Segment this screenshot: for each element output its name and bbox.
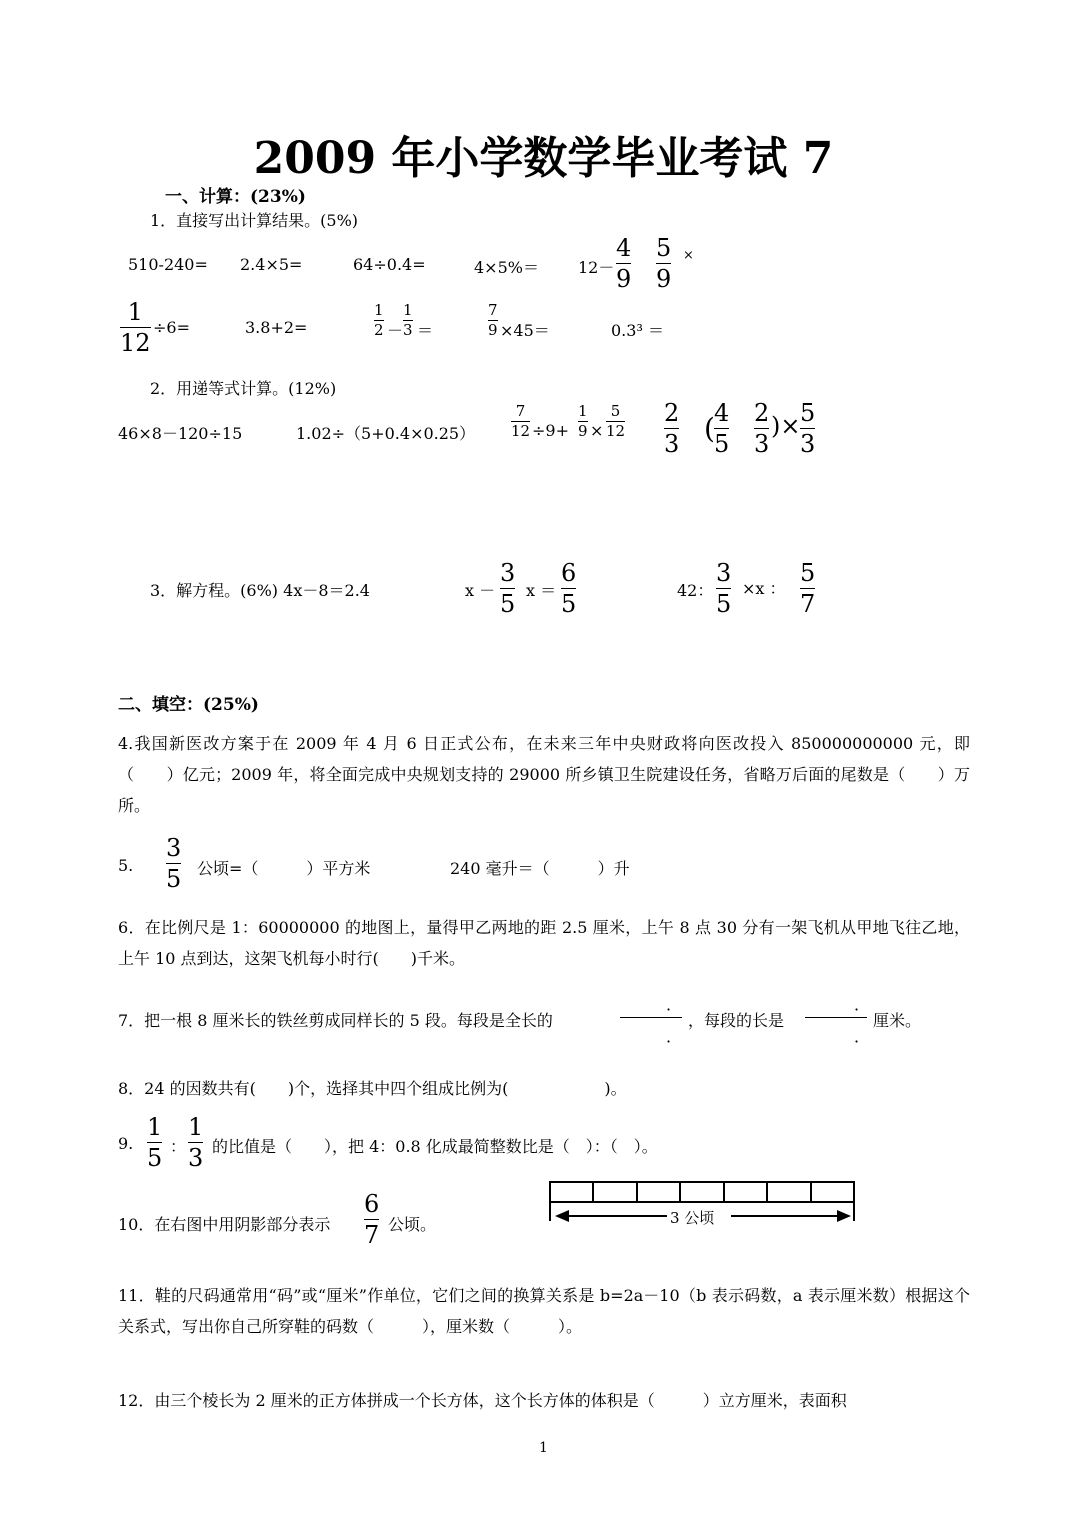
fraction: [714, 401, 729, 456]
denominator: 12: [511, 422, 531, 440]
denominator: 9: [656, 265, 672, 293]
q6-text: 6．在比例尺是 1：60000000 的地图上，量得甲乙两地的距 2.5 厘米，上午 8 点 30 分有一架飞机从甲地飞往乙地，上午 10 点到达，这架飞机每小时行( )千米。: [118, 918, 970, 968]
q7-part-c: 厘米。: [873, 1011, 922, 1030]
q10-ruler-right-edge: [853, 1181, 855, 1221]
numerator: 5: [656, 234, 672, 262]
q2-expr2: 1.02÷（5+0.4×0.25）: [296, 424, 476, 443]
section-1-heading: 一、计算：(23%): [165, 187, 306, 207]
q3-label: 3．解方程。(6%) 4x－8＝2.4: [150, 581, 370, 600]
q1-r2-item4: ×45＝: [500, 321, 550, 340]
numerator: 2: [754, 399, 770, 427]
denominator: 3: [754, 430, 770, 458]
fraction: [716, 561, 731, 616]
q10-ruler-grid: [549, 1181, 855, 1203]
numerator: 1: [578, 402, 588, 420]
fraction: [606, 404, 625, 439]
q1-r2-item5: 0.3³ ＝: [611, 321, 664, 340]
fraction: [578, 404, 588, 439]
denominator: 5: [500, 590, 516, 618]
fraction: [147, 1115, 162, 1170]
numerator: 6: [364, 1190, 380, 1218]
denominator: 5: [561, 590, 577, 618]
q10-ruler-cell: [812, 1183, 853, 1201]
q10-ruler-left-edge: [549, 1181, 551, 1221]
numerator: 6: [561, 559, 577, 587]
denominator: 7: [800, 590, 816, 618]
q9-number: 9.: [118, 1134, 134, 1153]
q10-ruler-cell: [681, 1183, 724, 1201]
q1-r1-item1: 510-240=: [128, 255, 208, 274]
denominator: 9: [578, 422, 588, 440]
q2-expr1: 46×8－120÷15: [118, 424, 243, 443]
numerator: 1: [374, 301, 384, 319]
fraction: [561, 561, 576, 616]
numerator: 4: [714, 399, 730, 427]
q7-blank-dot: ·: [854, 1000, 860, 1019]
q8-text: 8．24 的因数共有( )个，选择其中四个组成比例为( )。: [118, 1079, 627, 1098]
numerator: 3: [500, 559, 516, 587]
q12-text: 12．由三个棱长为 2 厘米的正方体拼成一个长方体，这个长方体的体积是（ ）立方厘米，表面积: [118, 1391, 847, 1410]
q10-ruler-cell: [725, 1183, 768, 1201]
q3-eq2-b: x ＝: [526, 581, 557, 600]
denominator: 7: [364, 1221, 380, 1249]
denominator: 3: [188, 1144, 204, 1172]
q7-blank-dot: ·: [666, 1032, 672, 1051]
q4-text: 4.我国新医改方案于在 2009 年 4 月 6 日正式公布，在未来三年中央财政将向医改投入 850000000000 元，即（ ）亿元；2009 年，将全面完成中央规划支持的 29000 所乡镇卫生院建设任务，省略万后面的尾数是（ ）万所。: [118, 734, 970, 815]
q5-number: 5.: [118, 856, 134, 875]
denominator: 5: [714, 430, 730, 458]
fraction: [403, 303, 413, 338]
page-title: 2009 年小学数学毕业考试 7: [253, 133, 834, 184]
q1-r2-item2: 3.8+2=: [245, 318, 308, 337]
numerator: 1: [147, 1113, 163, 1141]
q3-eq3-b: ×x ：: [742, 579, 786, 598]
q1-r2-eq: ＝: [417, 321, 434, 340]
numerator: 5: [800, 559, 816, 587]
q3-eq3-a: 42：: [677, 581, 714, 600]
numerator: 3: [716, 559, 732, 587]
q10-part-b: 公顷。: [388, 1215, 437, 1234]
fraction: [488, 303, 498, 338]
q10-ruler-label: 3 公顷: [670, 1209, 715, 1227]
page-number: 1: [539, 1440, 548, 1456]
q7-blank-dot: ·: [854, 1032, 860, 1051]
denominator: 5: [147, 1144, 163, 1172]
fraction: [656, 236, 671, 291]
q10-ruler-cell: [551, 1183, 594, 1201]
denominator: 3: [403, 321, 413, 339]
numerator: 5: [610, 402, 621, 420]
denominator: 2: [374, 321, 384, 339]
denominator: 3: [800, 430, 816, 458]
q9-colon: ：: [170, 1137, 187, 1156]
numerator: 1: [403, 301, 413, 319]
denominator: 9: [616, 265, 632, 293]
q5-part-a: 公顷=（ ）平方米: [197, 859, 371, 878]
fraction: [511, 404, 530, 439]
q2-label: 2．用递等式计算。(12%): [150, 379, 337, 398]
q1-label: 1．直接写出计算结果。(5%): [150, 211, 359, 230]
q2-expr4-rparen: )×: [771, 412, 801, 440]
q7-part-a: 7．把一根 8 厘米长的铁丝剪成同样长的 5 段。每段是全长的: [118, 1011, 553, 1030]
fraction: [664, 401, 679, 456]
q7-blank-line-1: [620, 1017, 682, 1018]
q1-r1-times: ×: [683, 248, 694, 263]
q10-part-a: 10．在右图中用阴影部分表示: [118, 1215, 331, 1234]
numerator: 7: [515, 402, 526, 420]
numerator: 7: [488, 301, 498, 319]
q2-expr4-lparen: (: [704, 412, 715, 445]
fraction: [616, 236, 631, 291]
q7-part-b: ，每段的长是: [688, 1011, 785, 1030]
q1-r2-item1: ÷6=: [153, 318, 190, 337]
denominator: 5: [716, 590, 732, 618]
numerator: 2: [664, 399, 680, 427]
q10-ruler-cell: [768, 1183, 811, 1201]
q1-r1-item2: 2.4×5=: [240, 255, 303, 274]
q1-r1-item3: 64÷0.4=: [353, 255, 426, 274]
fraction: [754, 401, 769, 456]
q2-expr3-op2: ×: [590, 421, 604, 440]
q7-blank-dot: ·: [666, 1000, 672, 1019]
q11-text: 11．鞋的尺码通常用“码”或“厘米”作单位，它们之间的换算关系是 b=2a－10（b 表示码数，a 表示厘米数）根据这个关系式，写出你自己所穿鞋的码数（ ），厘米数（ ）。: [118, 1286, 970, 1336]
fraction: [374, 303, 384, 338]
fraction: [188, 1115, 203, 1170]
fraction: [800, 401, 815, 456]
fraction: [500, 561, 515, 616]
denominator: 3: [664, 430, 680, 458]
q3-eq2-a: x －: [465, 581, 496, 600]
denominator: 5: [166, 865, 182, 893]
section-2-heading: 二、填空：(25%): [118, 695, 259, 715]
denominator: 12: [606, 422, 626, 440]
numerator: 3: [166, 834, 182, 862]
numerator: 4: [616, 234, 632, 262]
fraction: [800, 561, 815, 616]
q1-r1-item4: 4×5%＝: [474, 258, 539, 277]
numerator: 5: [800, 399, 816, 427]
q9-text: 的比值是（ ），把 4：0.8 化成最简整数比是（ ）：（ ）。: [212, 1137, 658, 1156]
denominator: 9: [488, 321, 498, 339]
fraction: [166, 836, 181, 891]
q10-ruler-cell: [638, 1183, 681, 1201]
fraction: [120, 300, 151, 355]
q5-part-b: 240 毫升＝（ ）升: [450, 859, 630, 878]
denominator: 12: [120, 329, 151, 357]
q1-r2-minus: －: [387, 321, 404, 340]
numerator: 1: [188, 1113, 204, 1141]
numerator: 1: [127, 298, 143, 326]
fraction: [364, 1192, 379, 1247]
q10-ruler-cell: [594, 1183, 637, 1201]
q2-expr3-op1: ÷9+: [532, 421, 569, 440]
q1-r1-item5: 12－: [578, 258, 615, 277]
